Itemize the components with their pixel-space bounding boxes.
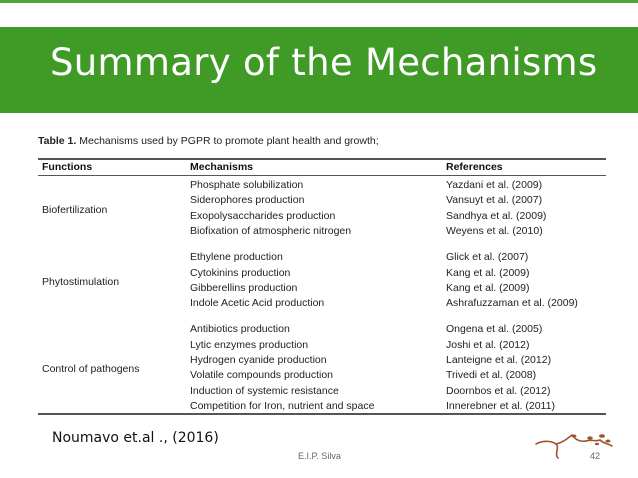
mechanism-cell: Ethylene production xyxy=(190,251,283,264)
reference-cell: Innerebner et al. (2011) xyxy=(446,399,555,412)
reference-cell: Joshi et al. (2012) xyxy=(446,338,530,351)
header-functions: Functions xyxy=(42,161,93,173)
title-banner xyxy=(0,27,638,113)
slide-title: Summary of the Mechanisms xyxy=(50,41,598,84)
reference-cell: Ongena et al. (2005) xyxy=(446,323,543,336)
reference-cell: Glick et al. (2007) xyxy=(446,251,529,264)
reference-cell: Sandhya et al. (2009) xyxy=(446,209,547,222)
mechanism-cell: Indole Acetic Acid production xyxy=(190,297,325,310)
mechanism-cell: Competition for Iron, nutrient and space xyxy=(190,399,375,412)
reference-cell: Doornbos et al. (2012) xyxy=(446,384,551,397)
reference-cell: Kang et al. (2009) xyxy=(446,266,530,279)
reference-cell: Ashrafuzzaman et al. (2009) xyxy=(446,297,578,310)
mechanism-cell: Phosphate solubilization xyxy=(190,179,304,191)
function-cell: Control of pathogens xyxy=(42,363,140,376)
table-bottom-rule xyxy=(38,413,606,415)
mechanism-cell: Exopolysaccharides production xyxy=(190,209,336,222)
reference-cell: Yazdani et al. (2009) xyxy=(446,179,543,191)
tree-branch-logo-icon xyxy=(534,432,614,460)
function-cell: Biofertilization xyxy=(42,203,108,216)
footer-author: E.I.P. Silva xyxy=(298,451,341,461)
header-references: References xyxy=(446,161,503,173)
mechanism-cell: Hydrogen cyanide production xyxy=(190,354,327,366)
table-caption xyxy=(38,135,379,147)
citation: Noumavo et.al ., (2016) xyxy=(52,430,219,446)
mechanism-cell: Biofixation of atmospheric nitrogen xyxy=(190,224,352,237)
mechanism-cell: Volatile compounds production xyxy=(190,369,334,382)
page-number: 42 xyxy=(590,451,601,461)
top-accent-line xyxy=(0,0,638,3)
reference-cell: Vansuyt et al. (2007) xyxy=(446,194,543,207)
table-caption-label: Table 1. xyxy=(38,135,77,147)
reference-cell: Lanteigne et al. (2012) xyxy=(446,354,552,366)
mechanism-cell: Gibberellins production xyxy=(190,281,298,294)
header-mechanisms: Mechanisms xyxy=(190,161,254,173)
table-caption-text: Mechanisms used by PGPR to promote plant health and growth; xyxy=(76,135,379,147)
function-cell: Phytostimulation xyxy=(42,275,120,288)
mechanism-cell: Siderophores production xyxy=(190,194,305,207)
mechanism-cell: Induction of systemic resistance xyxy=(190,384,339,397)
mechanism-cell: Antibiotics production xyxy=(190,323,290,336)
table-top-rule xyxy=(38,158,606,160)
reference-cell: Kang et al. (2009) xyxy=(446,281,530,294)
mechanism-cell: Cytokinins production xyxy=(190,266,291,279)
table-header-rule xyxy=(38,175,606,176)
reference-cell: Weyens et al. (2010) xyxy=(446,224,543,237)
mechanism-cell: Lytic enzymes production xyxy=(190,338,309,351)
reference-cell: Trivedi et al. (2008) xyxy=(446,369,537,382)
